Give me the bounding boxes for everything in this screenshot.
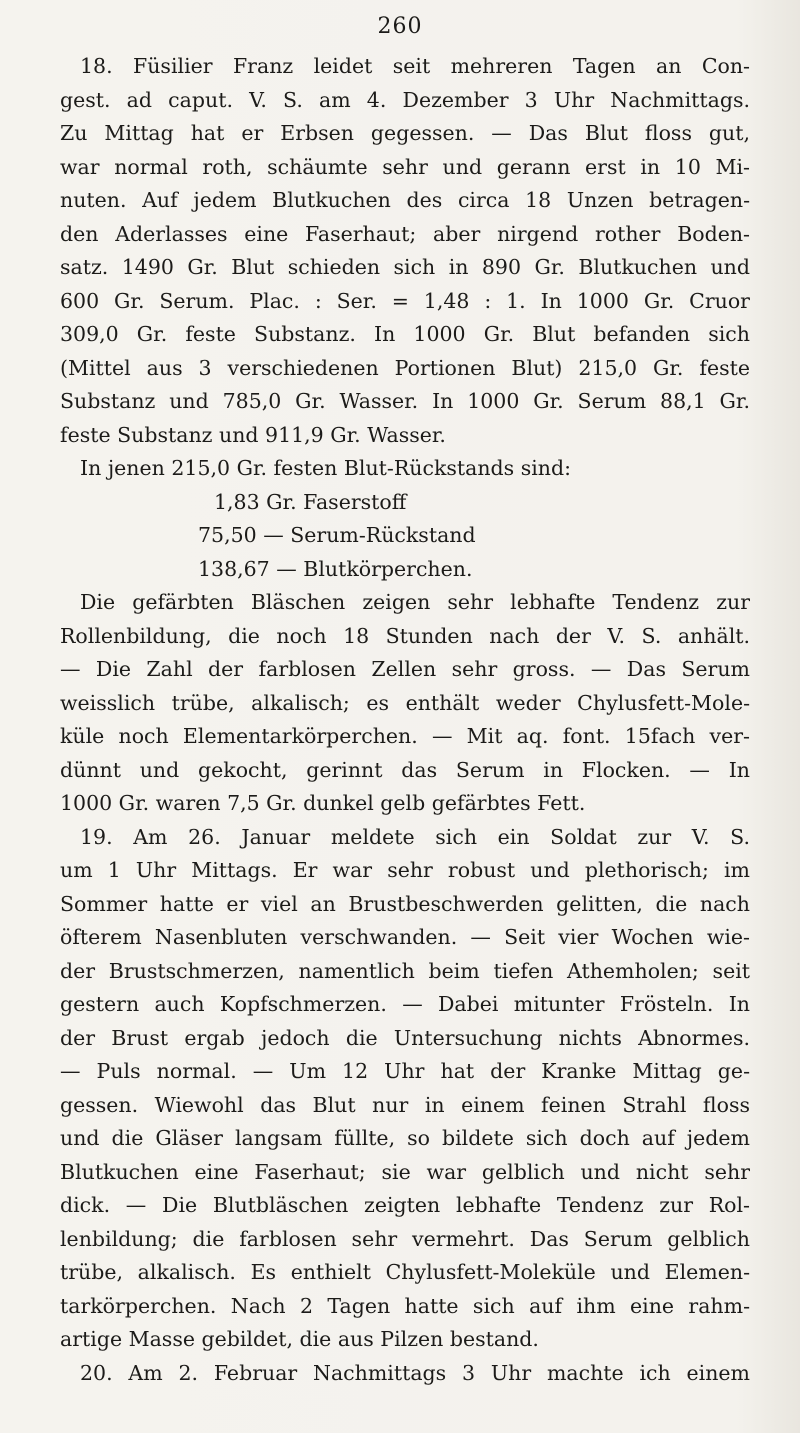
text-line: gessen. Wiewohl das Blut nur in einem feinen Strahl floss [60, 1092, 750, 1117]
text-line: dick. — Die Blutbläschen zeigten lebhafte Tendenz zur Rol- [60, 1193, 750, 1217]
text-line: dünnt und gekocht, gerinnt das Serum in Flocken. — In [60, 757, 750, 782]
text-line: feste Substanz und 911,9 Gr. Wasser. [60, 422, 446, 447]
body-text [60, 50, 750, 1390]
text-line: weisslich trübe, alkalisch; es enthält weder Chylusfett-Mole- [60, 690, 750, 715]
text-line: Substanz und 785,0 Gr. Wasser. In 1000 Gr. Serum 88,1 Gr. [60, 389, 750, 413]
text-line: küle noch Elementarkörperchen. — Mit aq. font. 15fach ver- [60, 724, 750, 748]
text-line: 20. Am 2. Februar Nachmittags 3 Uhr machte ich einem [80, 1360, 750, 1385]
text-line: gestern auch Kopfschmerzen. — Dabei mitunter Frösteln. In [60, 992, 750, 1016]
text-line: der Brust ergab jedoch die Untersuchung nichts Abnormes. [60, 1025, 750, 1050]
text-line: der Brustschmerzen, namentlich beim tiefen Athemholen; seit [60, 958, 750, 983]
text-line: war normal roth, schäumte sehr und gerann erst in 10 Mi- [60, 154, 750, 179]
text-line: öfterem Nasenbluten verschwanden. — Seit vier Wochen wie- [60, 925, 750, 949]
text-line: tarkörperchen. Nach 2 Tagen hatte sich auf ihm eine rahm- [60, 1293, 750, 1318]
text-line: 309,0 Gr. feste Substanz. In 1000 Gr. Blut befanden sich [60, 322, 750, 346]
text-line: um 1 Uhr Mittags. Er war sehr robust und plethorisch; im [60, 858, 750, 882]
text-line: — Puls normal. — Um 12 Uhr hat der Kranke Mittag ge- [60, 1059, 750, 1083]
text-line: gest. ad caput. V. S. am 4. Dezember 3 Uhr Nachmittags. [60, 87, 750, 112]
text-line: trübe, alkalisch. Es enthielt Chylusfett-Moleküle und Elemen- [60, 1260, 750, 1284]
text-line: nuten. Auf jedem Blutkuchen des circa 18 Unzen betragen- [60, 188, 750, 212]
text-line: den Aderlasses eine Faserhaut; aber nirgend rother Boden- [60, 221, 750, 246]
text-line: — Die Zahl der farblosen Zellen sehr gross. — Das Serum [60, 657, 750, 681]
page-number: 260 [377, 14, 423, 39]
text-line: Zu Mittag hat er Erbsen gegessen. — Das Blut floss gut, [60, 121, 750, 145]
text-line: artige Masse gebildet, die aus Pilzen bestand. [60, 1327, 539, 1351]
text-line: 1000 Gr. waren 7,5 Gr. dunkel gelb gefärbtes Fett. [60, 791, 586, 815]
text-line: In jenen 215,0 Gr. festen Blut-Rückstands sind: [80, 456, 572, 480]
text-line: (Mittel aus 3 verschiedenen Portionen Blut) 215,0 Gr. feste [60, 355, 750, 380]
text-line: 18. Füsilier Franz leidet seit mehreren Tagen an Con- [80, 54, 750, 78]
table-line: 138,67 — Blutkörperchen. [198, 556, 473, 581]
table-line: 1,83 Gr. Faserstoff [214, 489, 407, 514]
text-line: und die Gläser langsam füllte, so bildete sich doch auf jedem [60, 1126, 750, 1150]
text-line: Rollenbildung, die noch 18 Stunden nach der V. S. anhält. [60, 623, 750, 648]
text-line: Blutkuchen eine Faserhaut; sie war gelblich und nicht sehr [60, 1159, 750, 1184]
text-line: 600 Gr. Serum. Plac. : Ser. = 1,48 : 1. In 1000 Gr. Cruor [60, 288, 750, 313]
text-line: lenbildung; die farblosen sehr vermehrt. Das Serum gelblich [60, 1226, 750, 1251]
text-line: Sommer hatte er viel an Brustbeschwerden gelitten, die nach [60, 891, 750, 916]
text-line: satz. 1490 Gr. Blut schieden sich in 890 Gr. Blutkuchen und [60, 255, 750, 279]
text-line: Die gefärbten Bläschen zeigen sehr lebhafte Tendenz zur [80, 590, 750, 614]
table-line: 75,50 — Serum-Rückstand [198, 523, 476, 547]
text-line: 19. Am 26. Januar meldete sich ein Soldat zur V. S. [80, 824, 750, 849]
